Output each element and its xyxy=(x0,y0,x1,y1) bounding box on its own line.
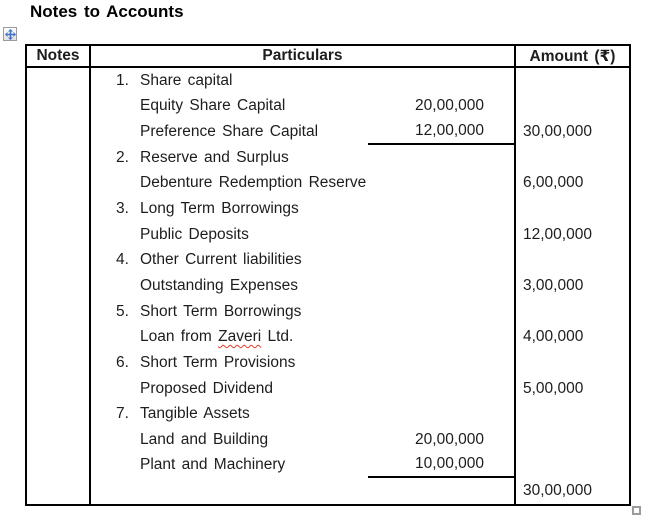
particular-text: Proposed Dividend xyxy=(140,379,273,397)
amount-value: 4,00,000 xyxy=(523,328,584,346)
amount-cell xyxy=(516,328,629,346)
amount-value: 30,00,000 xyxy=(523,482,592,500)
list-number: 5. xyxy=(116,302,129,320)
amount-value: 3,00,000 xyxy=(523,276,584,294)
table-body xyxy=(27,68,629,504)
particular-text: Preference Share Capital xyxy=(140,123,319,141)
particulars-cell xyxy=(91,324,516,350)
move-icon xyxy=(5,29,16,40)
notes-cell xyxy=(27,94,91,120)
particular-text: Long Term Borrowings xyxy=(140,200,299,218)
particular-text: Other Current liabilities xyxy=(140,251,302,269)
particulars-cell xyxy=(91,119,516,145)
particulars-cell xyxy=(91,273,516,299)
table-row xyxy=(27,350,629,376)
notes-cell xyxy=(27,247,91,273)
amount-cell xyxy=(516,482,629,500)
notes-cell xyxy=(27,222,91,248)
column-header-amount: Amount (₹) xyxy=(529,47,616,65)
particulars-cell xyxy=(91,427,516,453)
sub-amount xyxy=(368,119,514,145)
notes-to-accounts-table xyxy=(25,44,631,506)
list-number: 6. xyxy=(116,353,129,371)
notes-cell xyxy=(27,68,91,94)
amount-cell xyxy=(516,277,629,295)
table-row xyxy=(27,247,629,273)
table-row xyxy=(27,299,629,325)
sub-amount-value: 20,00,000 xyxy=(415,97,484,115)
particular-text: Short Term Provisions xyxy=(140,353,296,371)
table-row xyxy=(27,453,629,479)
sub-amount-value: 12,00,000 xyxy=(415,122,484,140)
particulars-cell xyxy=(91,222,516,248)
particulars-cell xyxy=(91,68,516,94)
table-row xyxy=(27,324,629,350)
table-row xyxy=(27,68,629,94)
page-title: Notes to Accounts xyxy=(30,2,184,21)
notes-cell xyxy=(27,401,91,427)
particular-text: Share capital xyxy=(140,71,233,89)
particulars-cell xyxy=(91,376,516,402)
particulars-cell xyxy=(91,401,516,427)
sub-amount-value: 20,00,000 xyxy=(415,430,484,448)
particulars-cell xyxy=(91,350,516,376)
amount-cell xyxy=(516,123,629,141)
table-row xyxy=(27,222,629,248)
misspelled-word: Zaveri xyxy=(218,328,262,346)
amount-value: 30,00,000 xyxy=(523,123,592,141)
sub-amount xyxy=(368,453,514,479)
notes-cell xyxy=(27,350,91,376)
notes-cell xyxy=(27,119,91,145)
table-row xyxy=(27,196,629,222)
table-header-row xyxy=(27,46,629,68)
particular-text: Short Term Borrowings xyxy=(140,302,302,320)
notes-cell xyxy=(27,324,91,350)
particular-text: Outstanding Expenses xyxy=(140,276,298,294)
particular-text: Reserve and Surplus xyxy=(140,148,289,166)
amount-cell xyxy=(516,380,629,398)
particulars-cell xyxy=(91,299,516,325)
particular-text: Plant and Machinery xyxy=(140,456,286,474)
table-row xyxy=(27,119,629,145)
particulars-cell xyxy=(91,453,516,479)
notes-cell xyxy=(27,453,91,479)
notes-cell xyxy=(27,299,91,325)
amount-value: 6,00,000 xyxy=(523,174,584,192)
column-header-notes: Notes xyxy=(27,46,91,66)
particulars-cell xyxy=(91,196,516,222)
amount-cell xyxy=(516,174,629,192)
table-row xyxy=(27,273,629,299)
particular-text: Tangible Assets xyxy=(140,405,250,423)
particular-text: Loan from Zaveri Ltd. xyxy=(140,328,294,346)
particulars-cell xyxy=(91,171,516,197)
table-row xyxy=(27,94,629,120)
sub-amount xyxy=(368,94,514,120)
amount-value: 5,00,000 xyxy=(523,379,584,397)
notes-cell xyxy=(27,196,91,222)
sub-amount-value: 10,00,000 xyxy=(415,455,484,473)
list-number: 1. xyxy=(116,71,129,89)
table-row xyxy=(27,427,629,453)
particular-text: Land and Building xyxy=(140,430,269,448)
particulars-cell xyxy=(91,247,516,273)
table-row xyxy=(27,401,629,427)
table-row xyxy=(27,376,629,402)
particulars-cell xyxy=(91,94,516,120)
list-number: 4. xyxy=(116,251,129,269)
notes-cell xyxy=(27,171,91,197)
particular-text: Public Deposits xyxy=(140,225,249,243)
notes-cell xyxy=(27,145,91,171)
notes-cell xyxy=(27,478,91,504)
table-row xyxy=(27,478,629,504)
list-number: 7. xyxy=(116,405,129,423)
column-header-particulars: Particulars xyxy=(91,46,516,66)
list-number: 3. xyxy=(116,200,129,218)
amount-value: 12,00,000 xyxy=(523,225,592,243)
amount-cell xyxy=(516,226,629,244)
list-number: 2. xyxy=(116,148,129,166)
table-move-handle[interactable] xyxy=(3,27,17,41)
notes-cell xyxy=(27,273,91,299)
notes-cell xyxy=(27,376,91,402)
particular-text: Equity Share Capital xyxy=(140,97,286,115)
table-row xyxy=(27,145,629,171)
particulars-cell xyxy=(91,145,516,171)
sub-amount xyxy=(368,427,514,453)
particulars-cell xyxy=(91,478,516,504)
table-resize-handle[interactable] xyxy=(632,506,641,515)
particular-text: Debenture Redemption Reserve xyxy=(140,174,367,192)
notes-cell xyxy=(27,427,91,453)
table-row xyxy=(27,171,629,197)
